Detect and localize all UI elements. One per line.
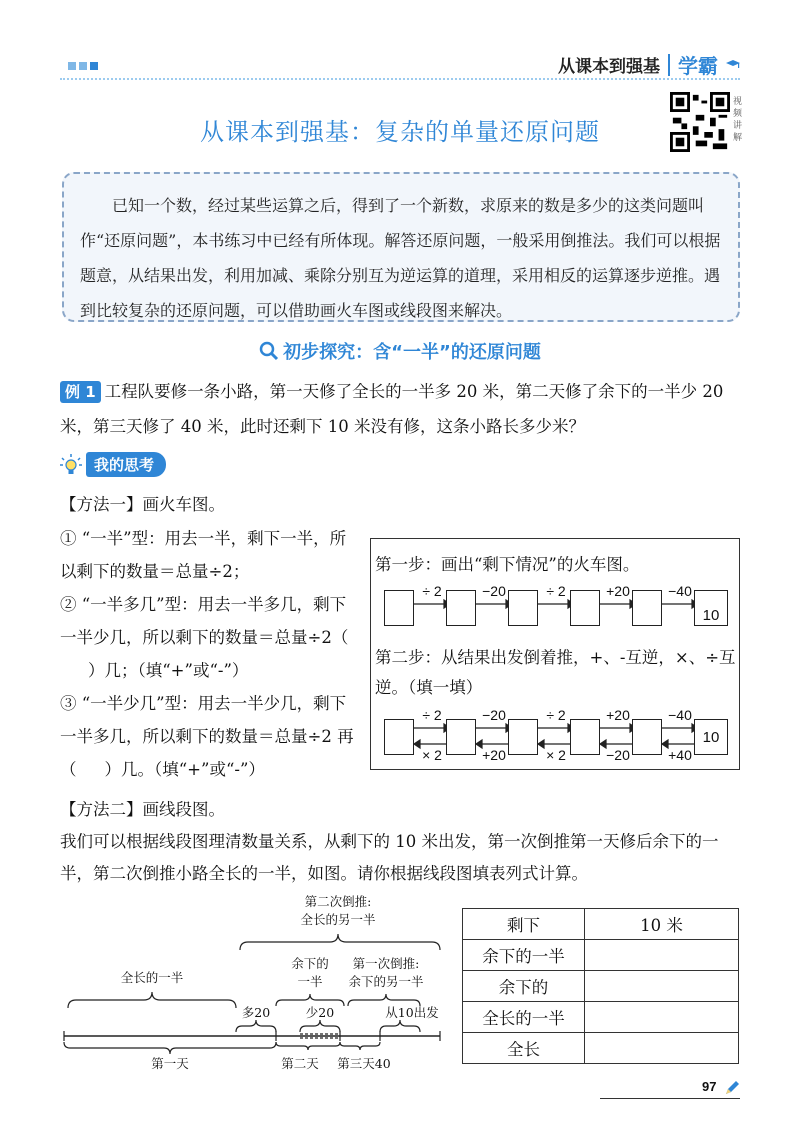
forward-op: ÷ 2: [422, 707, 442, 723]
method-1-title: 【方法一】画火车图。: [60, 495, 225, 514]
header-separator: [668, 54, 670, 76]
example-tag: 例 1: [60, 381, 101, 403]
example-1: [60, 374, 750, 444]
lightbulb-icon: [60, 454, 82, 476]
label-half-total: 全长的一半: [120, 970, 184, 985]
step-1-label: 第一步：画出“剩下情况”的火车图。: [375, 555, 640, 574]
inverse-op: +20: [482, 747, 506, 763]
label-rem-half-1: 余下的: [291, 956, 329, 971]
page-title: 从课本到强基：复杂的单量还原问题: [200, 118, 600, 146]
header-decoration: [68, 62, 98, 70]
inverse-op: +40: [668, 747, 692, 763]
forward-op: ÷ 2: [546, 583, 566, 599]
table-cell: 余下的一半: [463, 940, 585, 971]
brace-day1: [64, 1042, 276, 1054]
method-2-text: 我们可以根据线段图理清数量关系，从剩下的 10 米出发，第一次倒推第一天修后余下的一半，第二次倒推小路全长的一半，如图。请你根据线段图填表列式计算。: [60, 832, 719, 883]
pencil-icon: [724, 1080, 740, 1096]
table-row: [463, 909, 739, 940]
train-result-2: 10: [694, 719, 728, 755]
thinking-header: [60, 452, 166, 477]
table-cell: 10 米: [585, 909, 739, 940]
brace-day2: [276, 1042, 340, 1050]
label-more20: 多20: [241, 1005, 271, 1020]
header-rule: [60, 78, 740, 80]
label-day1: 第一天: [151, 1056, 189, 1071]
table-row: [463, 1033, 739, 1064]
label-rem-half-2: 一半: [297, 974, 323, 989]
forward-op: −40: [668, 707, 692, 723]
forward-op: −20: [482, 583, 506, 599]
table-cell: 全长的一半: [463, 1002, 585, 1033]
table-answer-cell[interactable]: [585, 1002, 739, 1033]
rule-1: ① “一半”型：用去一半，剩下一半，所以剩下的数量＝总量÷2；: [60, 529, 347, 581]
train-diagram-box: [370, 538, 740, 770]
brace-half-total: [68, 992, 236, 1008]
forward-op: −40: [668, 583, 692, 599]
inverse-op: × 2: [422, 747, 442, 763]
rule-2: [60, 588, 360, 687]
table-row: [463, 1002, 739, 1033]
magnifier-icon: [259, 341, 279, 361]
example-text: 工程队要修一条小路，第一天修了全长的一半多 20 米，第二天修了余下的一半少 20 米，第三天修了 40 米，此时还剩下 10 米没有修，这条小路长多少米？: [60, 382, 724, 436]
forward-op: +20: [606, 583, 630, 599]
rule-3: [60, 687, 360, 786]
table-row: [463, 940, 739, 971]
label-first-back-1: 第一次倒推:: [352, 956, 420, 971]
label-second-back-1: 第二次倒推:: [304, 894, 372, 909]
footer-rule: [600, 1098, 740, 1099]
table-cell: 剩下: [463, 909, 585, 940]
series-name: 从课本到强基: [558, 57, 660, 77]
calc-table: [462, 908, 739, 1064]
method-2-title: 【方法二】画线段图。: [60, 800, 225, 819]
forward-op: ÷ 2: [546, 707, 566, 723]
label-first-back-2: 余下的另一半: [348, 974, 424, 989]
method-1-rules: [60, 522, 360, 786]
brace-more20: [236, 1020, 276, 1032]
label-less20: 少20: [305, 1005, 335, 1020]
graduation-cap-icon: [726, 58, 740, 72]
table-cell: 全长: [463, 1033, 585, 1064]
brace-day3: [340, 1042, 380, 1050]
inverse-op: × 2: [546, 747, 566, 763]
brace-from10: [380, 1020, 420, 1032]
label-from10: 从10出发: [385, 1005, 439, 1020]
page-number: 97: [702, 1079, 717, 1094]
inverse-op: −20: [606, 747, 630, 763]
label-day3: 第三天40: [337, 1056, 391, 1071]
thinking-label: 我的思考: [86, 452, 166, 477]
table-answer-cell[interactable]: [585, 940, 739, 971]
rule-2-end: ）几；（填“+”或“-”）: [88, 661, 249, 680]
table-row: [463, 971, 739, 1002]
rule-3-text: ③ “一半少几”型：用去一半少几，剩下一半多几，所以剩下的数量＝总量÷2 再（: [60, 694, 354, 779]
table-answer-cell[interactable]: [585, 971, 739, 1002]
qr-code-icon[interactable]: [670, 92, 730, 152]
qr-label: 视频讲解: [733, 97, 743, 143]
table-answer-cell[interactable]: [585, 1033, 739, 1064]
subtitle-text: 初步探究：含“一半”的还原问题: [283, 342, 541, 363]
step-2-label: 第二步：从结果出发倒着推，+、-互逆，×、÷互逆。（填一填）: [375, 648, 736, 697]
section-subtitle: [0, 338, 800, 364]
forward-op: +20: [606, 707, 630, 723]
label-second-back-2: 全长的另一半: [300, 912, 376, 927]
brand-logo: 学霸: [678, 54, 718, 78]
rule-3-end: ）几。（填“+”或“-”）: [104, 760, 265, 779]
forward-op: ÷ 2: [422, 583, 442, 599]
header: [558, 50, 740, 79]
brace-second-back: [240, 934, 440, 950]
train-result: 10: [694, 590, 728, 626]
rule-2-text: ② “一半多几”型：用去一半多几，剩下一半少几，所以剩下的数量＝总量÷2（: [60, 595, 349, 647]
table-cell: 余下的: [463, 971, 585, 1002]
line-segment-diagram: [60, 888, 460, 1078]
intro-box: 已知一个数，经过某些运算之后，得到了一个新数，求原来的数是多少的这类问题叫作“还原问题”，本书练习中已经有所体现。解答还原问题，一般采用倒推法。我们可以根据题意，从结果出发，利用加减、乘除分别互为逆运算的道理，采用相反的运算逐步逆推。遇到比较复杂的还原问题，可以借助画火车图或线段图来解决。: [62, 172, 740, 322]
forward-op: −20: [482, 707, 506, 723]
brace-less20: [300, 1020, 340, 1032]
label-day2: 第二天: [281, 1056, 319, 1071]
